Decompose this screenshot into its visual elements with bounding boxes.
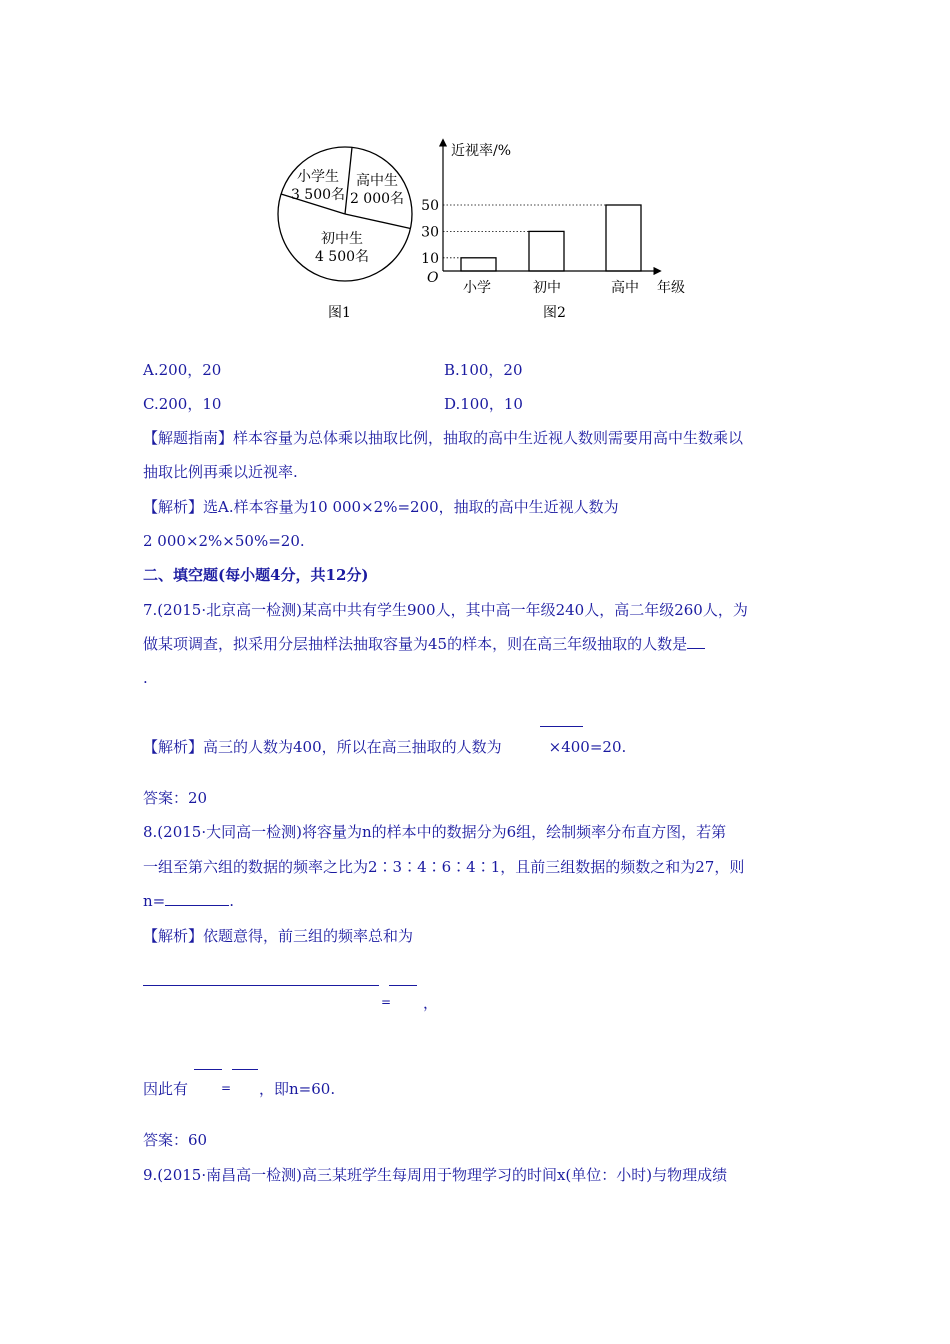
q9-line1: 9.(2015·南昌高一检测)高三某班学生每周用于物理学习的时间x(单位：小时)与物理成绩 bbox=[143, 1166, 728, 1184]
q7-line3: . bbox=[143, 669, 148, 687]
q8-line2: 一组至第六组的数据的频率之比为2∶3∶4∶6∶4∶1，且前三组数据的频数之和为27，则 bbox=[143, 858, 745, 876]
q8-answer-blank bbox=[165, 891, 229, 906]
fraction-bar bbox=[143, 985, 379, 986]
sector-count: 3 500名 bbox=[290, 187, 346, 203]
sector-junior bbox=[308, 230, 376, 266]
q6-analysis-line2: 2 000×2%×50%=20. bbox=[143, 532, 305, 550]
x-axis-label: 年级 bbox=[657, 280, 685, 296]
q7-analysis-suffix: ×400=20. bbox=[548, 738, 627, 756]
figure-1 bbox=[270, 132, 420, 322]
y-axis-label: 近视率/% bbox=[451, 143, 512, 159]
q6-guide-line1: 【解题指南】样本容量为总体乘以抽取比例，抽取的高中生近视人数则需要用高中生数乘以 bbox=[143, 429, 744, 447]
q8-line3-suffix: . bbox=[229, 892, 235, 910]
figure-2 bbox=[421, 134, 695, 324]
pie-divider-right bbox=[345, 214, 411, 229]
fraction-bar bbox=[389, 985, 417, 986]
fraction-bar bbox=[194, 1069, 222, 1070]
fraction-bar bbox=[232, 1069, 258, 1070]
q8-eq2-prefix: 因此有 bbox=[143, 1080, 189, 1098]
q7-analysis-prefix: 【解析】高三的人数为400，所以在高三抽取的人数为 bbox=[143, 738, 502, 756]
bar-初中 bbox=[529, 231, 564, 271]
bar-小学 bbox=[461, 258, 496, 271]
figure-1-caption: 图1 bbox=[328, 305, 351, 321]
y-tick-label: 30 bbox=[421, 224, 439, 241]
q8-answer: 答案：60 bbox=[143, 1131, 208, 1149]
pie-chart bbox=[270, 132, 420, 292]
origin-label: O bbox=[427, 270, 439, 286]
q8-line3 bbox=[143, 891, 234, 911]
option-a: A.200，20 bbox=[143, 361, 222, 379]
eq2-equals: = bbox=[221, 1081, 232, 1095]
x-tick-label: 小学 bbox=[463, 280, 491, 296]
q7-analysis bbox=[143, 737, 626, 757]
q7-line1: 7.(2015·北京高一检测)某高中共有学生900人，其中高一年级240人，高二年级260人，为 bbox=[143, 601, 748, 619]
sector-count: 2 000名 bbox=[349, 191, 405, 207]
q6-analysis-line1: 【解析】选A.样本容量为10 000×2%=200，抽取的高中生近视人数为 bbox=[143, 498, 619, 516]
bar-高中 bbox=[606, 205, 641, 271]
fraction-bar bbox=[540, 726, 583, 727]
sector-label: 初中生 bbox=[321, 231, 363, 247]
q8-eq2-suffix: ，即n=60. bbox=[259, 1080, 336, 1098]
q7-answer: 答案：20 bbox=[143, 789, 208, 807]
section-heading: 二、填空题(每小题4分，共12分) bbox=[143, 566, 369, 584]
option-d: D.100，10 bbox=[444, 395, 523, 413]
x-tick-label: 初中 bbox=[533, 280, 561, 296]
sector-label: 小学生 bbox=[297, 169, 339, 185]
eq1-comma: ， bbox=[423, 994, 439, 1012]
q8-line3-prefix: n= bbox=[143, 892, 166, 910]
q7-line2-text: 做某项调查，拟采用分层抽样法抽取容量为45的样本，则在高三年级抽取的人数是 bbox=[143, 635, 688, 653]
x-tick-label: 高中 bbox=[611, 280, 639, 296]
q7-answer-blank bbox=[687, 634, 705, 649]
eq1-equals: = bbox=[381, 995, 392, 1009]
sector-count: 4 500名 bbox=[314, 249, 370, 265]
q8-line1: 8.(2015·大同高一检测)将容量为n的样本中的数据分为6组，绘制频率分布直方图，若第 bbox=[143, 823, 727, 841]
sector-primary bbox=[284, 168, 352, 204]
y-tick-label: 50 bbox=[421, 198, 439, 214]
sector-label: 高中生 bbox=[356, 173, 398, 189]
y-tick-label: 10 bbox=[421, 250, 439, 267]
option-c: C.200，10 bbox=[143, 395, 222, 413]
q6-guide-line2: 抽取比例再乘以近视率. bbox=[143, 463, 298, 481]
q8-analysis: 【解析】依题意得，前三组的频率总和为 bbox=[143, 927, 414, 945]
q7-line2 bbox=[143, 634, 705, 654]
figure-2-caption: 图2 bbox=[543, 305, 566, 321]
option-b: B.100，20 bbox=[444, 361, 523, 379]
sector-senior bbox=[346, 172, 408, 208]
